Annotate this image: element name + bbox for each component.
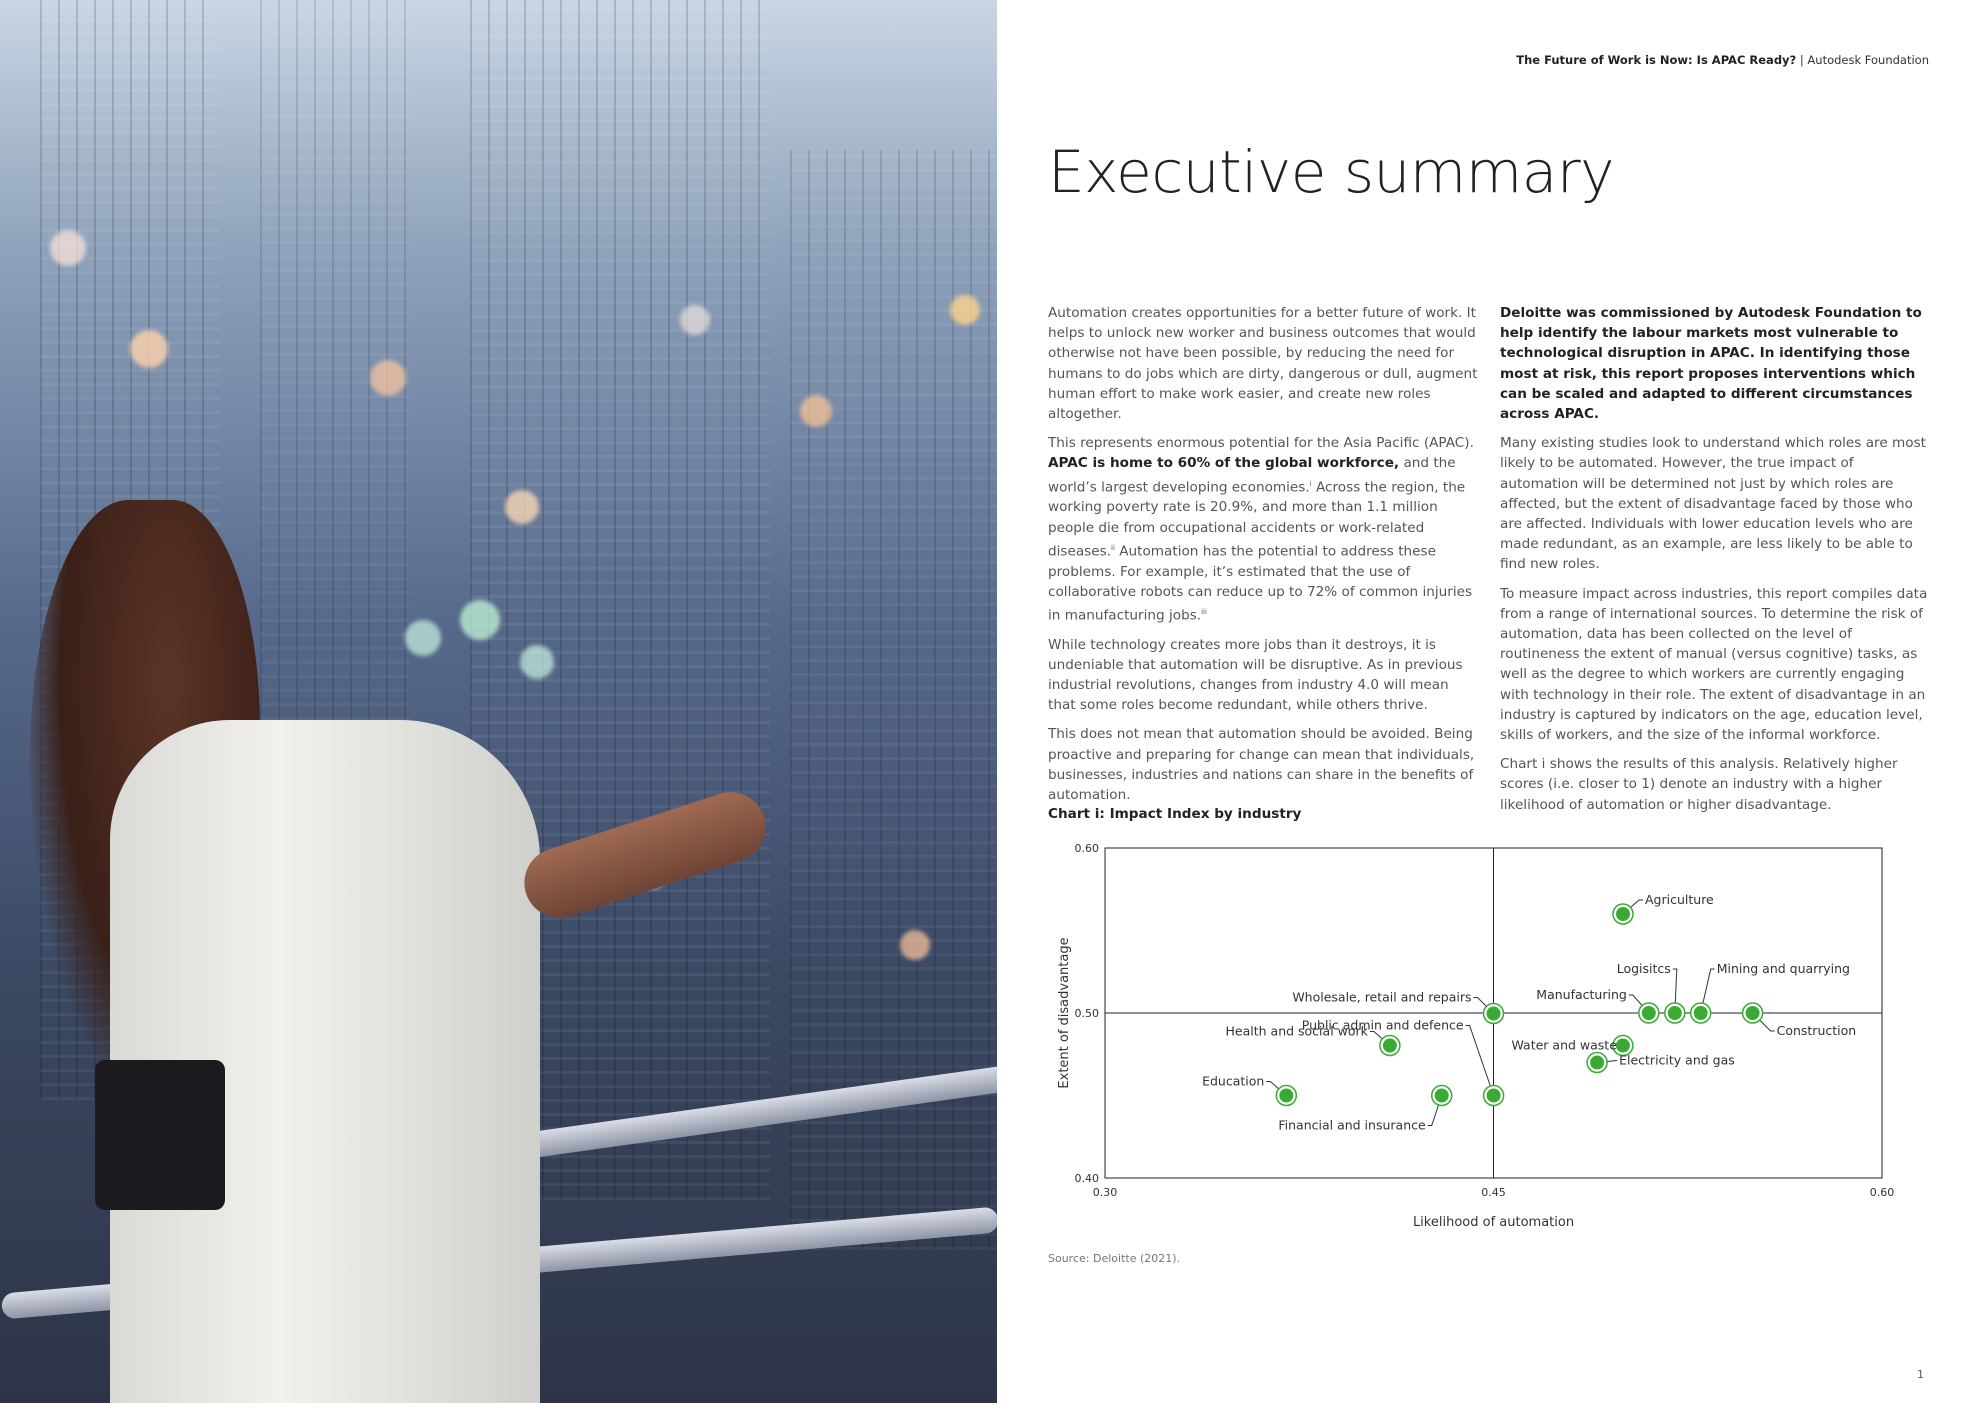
running-header bbox=[1516, 53, 1929, 67]
right-paragraph-1: Deloitte was commissioned by Autodesk Foundation to help identify the labour markets most vulnerable to technological disruption in APAC. In identifying those most at risk, this report proposes interventions which can be scaled and adapted to different circumstances across APAC. bbox=[1500, 305, 1922, 423]
data-point bbox=[1487, 1089, 1501, 1103]
data-point bbox=[1642, 1006, 1656, 1020]
photo-bokeh bbox=[460, 600, 500, 640]
data-points bbox=[1276, 904, 1762, 1106]
data-point bbox=[1383, 1039, 1397, 1053]
data-label: Mining and quarrying bbox=[1716, 961, 1850, 976]
page-number: 1 bbox=[1917, 1368, 1924, 1381]
y-tick-label: 0.60 bbox=[1074, 842, 1099, 855]
data-label: Manufacturing bbox=[1536, 987, 1627, 1002]
y-axis-label: Extent of disadvantage bbox=[1057, 937, 1072, 1089]
photo-bokeh bbox=[50, 230, 86, 266]
data-point bbox=[1694, 1006, 1708, 1020]
photo-bokeh bbox=[520, 645, 554, 679]
data-point bbox=[1616, 907, 1630, 921]
photo-bokeh bbox=[900, 930, 930, 960]
data-point bbox=[1279, 1089, 1293, 1103]
right-column bbox=[1500, 303, 1932, 824]
photo-bokeh bbox=[680, 305, 710, 335]
header-title: The Future of Work is Now: Is APAC Ready? bbox=[1516, 53, 1797, 67]
photo-bokeh bbox=[505, 490, 539, 524]
page-title: Executive summary bbox=[1048, 138, 1615, 206]
data-label: Electricity and gas bbox=[1619, 1052, 1735, 1068]
left-paragraph-1: Automation creates opportunities for a better future of work. It helps to unlock new worker and business outcomes that would otherwise not have been possible, by reducing the need for humans to do jobs which are dirty, dangerous or dull, augment human effort to make work easier, and create new roles altogether. bbox=[1048, 305, 1478, 423]
header-separator: | bbox=[1799, 53, 1804, 67]
data-label: Water and waste bbox=[1511, 1037, 1617, 1053]
data-label: Health and social work bbox=[1225, 1023, 1368, 1039]
x-tick-label: 0.30 bbox=[1092, 1186, 1118, 1199]
photo-bokeh bbox=[370, 360, 406, 396]
data-point bbox=[1590, 1056, 1604, 1070]
left-column bbox=[1048, 303, 1480, 814]
x-tick-label: 0.45 bbox=[1481, 1186, 1506, 1199]
photo-bokeh bbox=[130, 330, 168, 368]
data-label: Education bbox=[1202, 1073, 1265, 1089]
photo-bokeh bbox=[800, 395, 832, 427]
right-paragraph-4: Chart i shows the results of this analysis. Relatively higher scores (i.e. closer to 1) denote an industry with a higher likelihood of automation or higher disadvantage. bbox=[1500, 756, 1898, 813]
x-tick-label: 0.60 bbox=[1869, 1186, 1895, 1199]
data-point bbox=[1746, 1006, 1760, 1020]
data-label: Agriculture bbox=[1645, 892, 1714, 907]
y-tick-label: 0.50 bbox=[1074, 1007, 1099, 1020]
right-paragraph-2: Many existing studies look to understand which roles are most likely to be automated. However, the true impact of automation will be determined not just by which roles are affected, but the extent of disadvantage faced by those who are affected. Individuals with lower education levels who are made redundant, as an example, are less likely to be able to find new roles. bbox=[1500, 435, 1926, 573]
photo-handbag bbox=[95, 1060, 225, 1210]
right-paragraph-3: To measure impact across industries, this report compiles data from a range of international sources. To determine the risk of automation, data has been collected on the level of routineness the extent of manual (versus cognitive) tasks, as well as the degree to which workers are currently engaging with technology in their role. The extent of disadvantage in an industry is captured by indicators on the age, education level, skills of workers, and the size of the informal workforce. bbox=[1500, 585, 1928, 744]
y-tick-label: 0.40 bbox=[1074, 1172, 1099, 1185]
data-label: Construction bbox=[1776, 1023, 1857, 1038]
left-paragraph-2: This represents enormous potential for the Asia Pacific (APAC). APAC is home to 60% of the global workforce, and the world’s largest developing economies.$^i$ Across the region, the working poverty rate is 20.9%, and more than 1.1 million people die from occupational accidents or work-related diseases.$^{ii}$ Automation has the potential to address these problems. For example, it’s estimated that the use of collaborative robots can reduce up to 72% of common injuries in manufacturing jobs.$^{iii}$ bbox=[1048, 435, 1474, 624]
data-point bbox=[1616, 1039, 1630, 1053]
axis-ticks bbox=[1075, 842, 1895, 1199]
data-label: Financial and insurance bbox=[1278, 1117, 1426, 1133]
source-note: Source: Deloitte (2021). bbox=[1048, 1252, 1181, 1265]
x-axis-label: Likelihood of automation bbox=[1412, 1215, 1575, 1230]
photo-bokeh bbox=[405, 620, 441, 656]
left-paragraph-4: This does not mean that automation should be avoided. Being proactive and preparing for change can mean that individuals, businesses, industries and nations can share in the benefits of automation. bbox=[1048, 726, 1475, 804]
impact-index-chart bbox=[1040, 830, 1940, 1230]
data-point bbox=[1487, 1007, 1501, 1021]
header-org: Autodesk Foundation bbox=[1807, 53, 1929, 67]
data-point bbox=[1668, 1006, 1682, 1020]
left-paragraph-3: While technology creates more jobs than it destroys, it is undeniable that automation will be disruptive. As in previous industrial revolutions, changes from industry 4.0 will mean that some roles become redundant, while others thrive. bbox=[1048, 636, 1463, 714]
data-point bbox=[1435, 1089, 1449, 1103]
photo-bokeh bbox=[950, 295, 980, 325]
label-leader-line bbox=[1466, 1026, 1494, 1096]
data-label: Wholesale, retail and repairs bbox=[1292, 989, 1472, 1005]
chart-title: Chart i: Impact Index by industry bbox=[1048, 806, 1302, 822]
data-label: Logisitcs bbox=[1616, 961, 1671, 976]
data-label: Public admin and defence bbox=[1301, 1017, 1464, 1033]
